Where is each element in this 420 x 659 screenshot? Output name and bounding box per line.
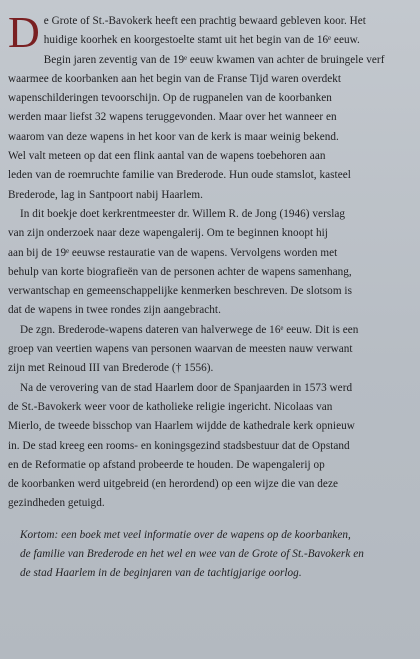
text-line: de St.-Bavokerk weer voor de katholieke religie ingericht. Nicolaas van	[8, 400, 333, 413]
text-line: de familie van Brederode en het wel en wee van de Grote of St.-Bavokerk en	[20, 548, 364, 561]
text-line: Brederode, lag in Santpoort nabij Haarlem.	[8, 188, 204, 201]
text-line: werden maar liefst 32 wapens teruggevonden. Maar over het wanneer en	[8, 111, 337, 124]
text-line: in. De stad kreeg een rooms- en koningsgezind stadsbestuur dat de Opstand	[8, 439, 350, 452]
paragraph-haarlem	[8, 379, 406, 514]
text-line: groep van veertien wapens van personen waarvan de meesten nauw verwant	[8, 343, 353, 356]
text-line: en de Reformatie op afstand probeerde te houden. De wapengalerij op	[8, 458, 325, 471]
text-line: leden van de roemruchte familie van Brederode. Hun oude stamslot, kasteel	[8, 169, 351, 182]
paragraph-intro	[8, 8, 406, 205]
text-line: waarom van deze wapens in het koor van de kerk is maar weinig bekend.	[8, 130, 339, 143]
text-line: aan bij de 19ᵉ eeuwse restauratie van de wapens. Vervolgens worden met	[8, 246, 338, 259]
text-line: wapenschilderingen tevoorschijn. Op de rugpanelen van de koorbanken	[8, 92, 332, 105]
text-line: zijn met Reinoud III van Brederode († 1556).	[8, 362, 214, 375]
text-line: Begin jaren zeventig van de 19ᵉ eeuw kwamen van achter de bruingele verf	[43, 53, 385, 66]
paragraph-author	[8, 205, 406, 321]
drop-cap: D	[8, 8, 40, 57]
text-line: de koorbanken werd uitgebreid (en herordend) op een wijze die van deze	[8, 478, 338, 491]
summary-paragraph	[8, 526, 406, 584]
text-line: verwantschap en gemeenschappelijke kenmerken beschreven. De slotsom is	[8, 285, 352, 298]
text-line: waarmee de koorbanken aan het begin van de Franse Tijd waren overdekt	[8, 72, 342, 85]
text-line: van zijn onderzoek naar deze wapengalerij. Om te beginnen knoopt hij	[8, 227, 328, 240]
text-line: dat de wapens in twee rondes zijn aangebracht.	[8, 304, 221, 317]
text-line: gezindheden getuigd.	[8, 497, 105, 510]
text-line: huidige koorhek en koorgestoelte stamt uit het begin van de 16ᵉ eeuw.	[43, 34, 360, 47]
text-line: Mierlo, de tweede bisschop van Haarlem wijdde de kathedrale kerk opnieuw	[8, 420, 355, 433]
text-line: behulp van korte biografieën van de personen achter de wapens samenhang,	[8, 265, 352, 278]
text-line: Wel valt meteen op dat een flink aantal van de wapens toebehoren aan	[8, 150, 326, 163]
paragraph-brederode	[8, 321, 406, 379]
text-line: In dit boekje doet kerkrentmeester dr. Willem R. de Jong (1946) verslag	[20, 207, 346, 220]
text-line: de stad Haarlem in de beginjaren van de tachtigjarige oorlog.	[20, 567, 302, 580]
text-line: Na de verovering van de stad Haarlem door de Spanjaarden in 1573 werd	[20, 381, 353, 394]
paragraph-spacer	[8, 514, 406, 526]
text-line: e Grote of St.-Bavokerk heeft een prachtig bewaard gebleven koor. Het	[43, 15, 366, 27]
text-line: De zgn. Brederode-wapens dateren van halverwege de 16ᵉ eeuw. Dit is een	[20, 323, 359, 336]
text-line: Kortom: een boek met veel informatie over de wapens op de koorbanken,	[20, 528, 351, 541]
